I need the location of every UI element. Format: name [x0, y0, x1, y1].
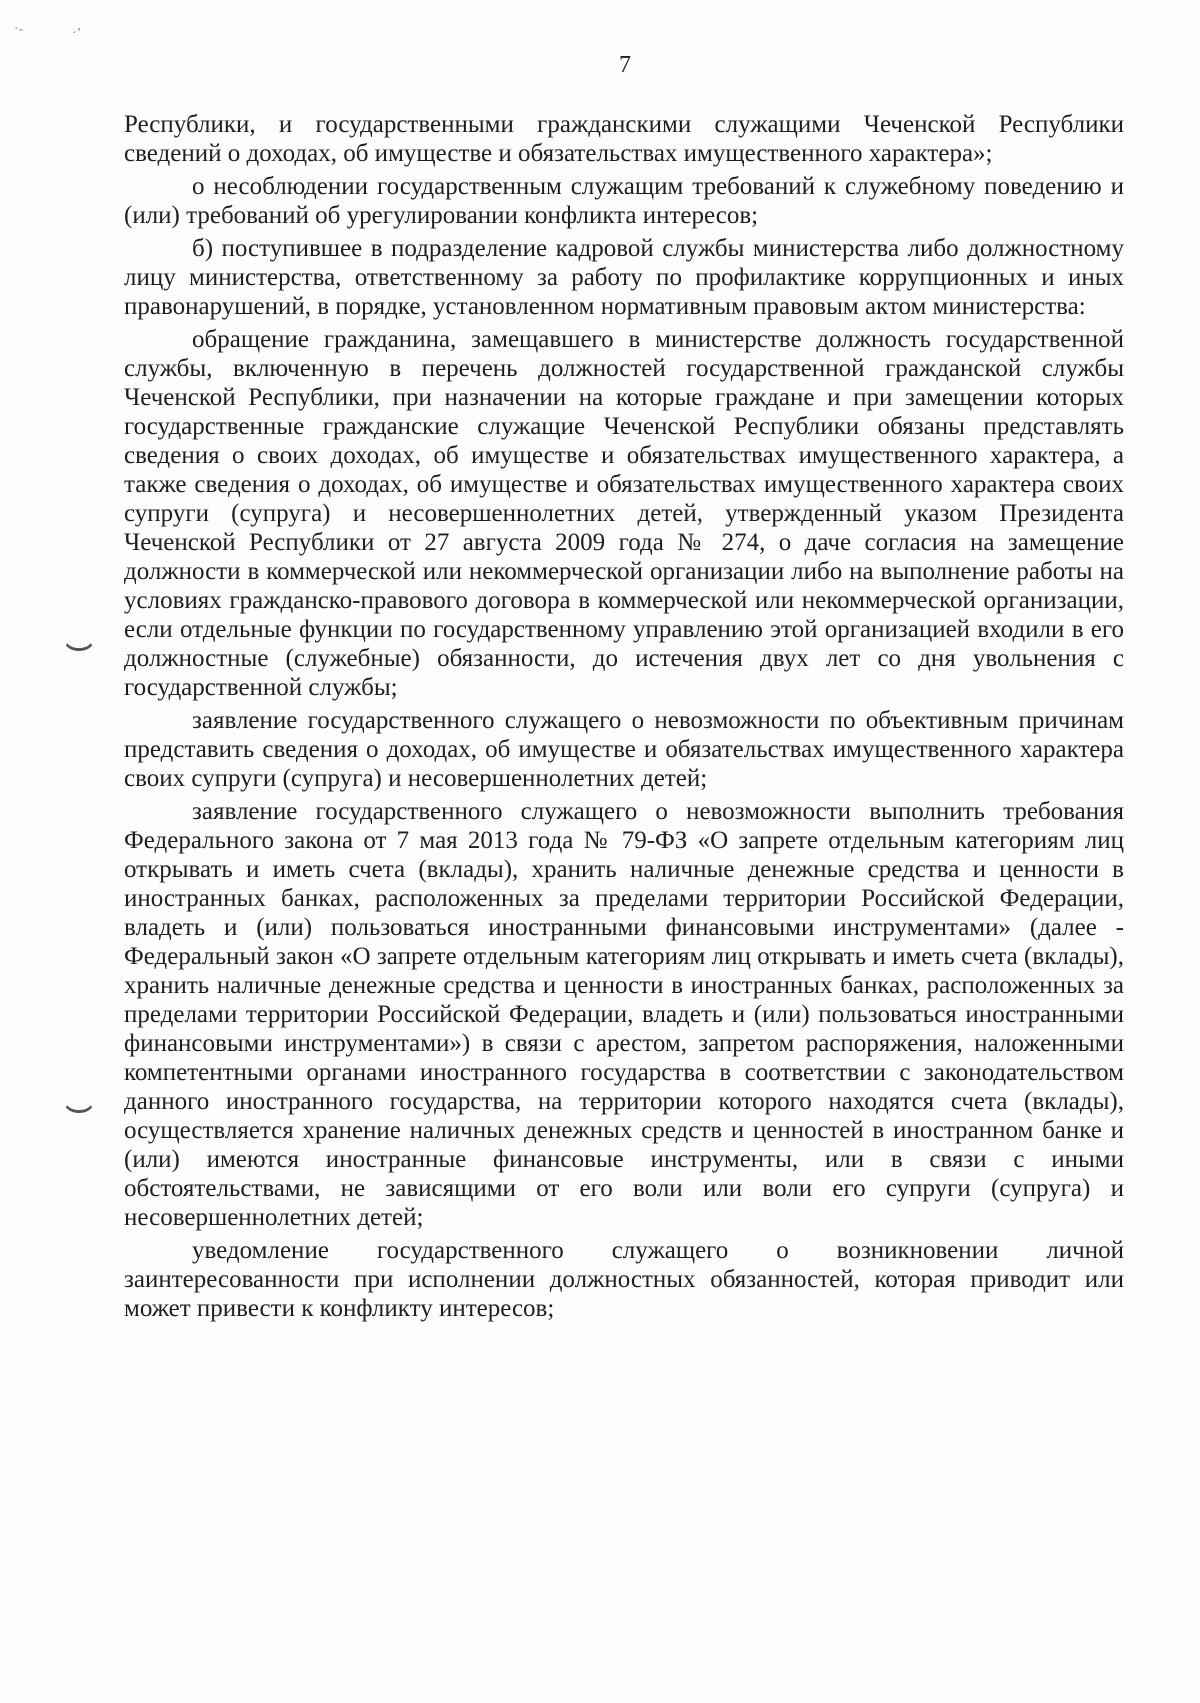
paragraph-statement-foreign-accounts: заявление государственного служащего о невозможности выполнить требования Федерального закона от 7 мая 2013 года № 79-ФЗ «О запрете отдельным категориям лиц открывать и иметь счета (вклады), хранить наличные денежные средства и ценности в иностранных банках, расположенных за пределами территории Российской Федерации, владеть и (или) пользоваться иностранными финансовыми инструментами» (далее - Федеральный закон «О запрете отдельным категориям лиц открывать и иметь счета (вклады), хранить наличные денежные средства и ценности в иностранных банках, расположенных за пределами территории Российской Федерации, владеть и (или) пользоваться иностранными финансовыми инструментами») в связи с арестом, запретом распоряжения, наложенными компетентными органами иностранного государства в соответствии с законодательством данного иностранного государства, на территории которого находятся счета (вклады), осуществляется хранение наличных денежных средств и ценностей в иностранном банке и (или) имеются иностранные финансовые инструменты, или в связи с иными обстоятельствами, не зависящими от его воли или воли его супруги (супруга) и несовершеннолетних детей;	[124, 798, 1124, 1231]
paragraph-notification-conflict: уведомление государственного служащего о возникновении личной заинтересованности при исполнении должностных обязанностей, которая приводит или может привести к конфликту интересов;	[124, 1237, 1124, 1322]
paragraph-citizen-appeal: обращение гражданина, замещавшего в министерстве должность государственной службы, включенную в перечень должностей государственной гражданской службы Чеченской Республики, при назначении на которые граждане и при замещении которых государственные гражданские служащие Чеченской Республики обязаны представлять сведения о своих доходах, об имуществе и обязательствах имущественного характера, а также сведения о доходах, об имуществе и обязательствах имущественного характера своих супруги (супруга) и несовершеннолетних детей, утвержденный указом Президента Чеченской Республики от 27 августа 2009 года № 274, о даче согласия на замещение должности в коммерческой или некоммерческой организации либо на выполнение работы на условиях гражданско-правового договора в коммерческой или некоммерческой организации, если отдельные функции по государственному управлению этой организацией входили в его должностные (служебные) обязанности, до истечения двух лет со дня увольнения с государственной службы;	[124, 326, 1124, 701]
paragraph-item-b: б) поступившее в подразделение кадровой службы министерства либо должностному лицу министерства, ответственному за работу по профилактике коррупционных и иных правонарушений, в порядке, установленном нормативным правовым актом министерства:	[124, 235, 1124, 320]
punch-hole-mark	[62, 1094, 96, 1113]
document-body	[124, 110, 1124, 1327]
paragraph-noncompliance: о несоблюдении государственным служащим требований к служебному поведению и (или) требований об урегулировании конфликта интересов;	[124, 173, 1124, 229]
paragraph-continuation: Республики, и государственными гражданскими служащими Чеченской Республики сведений о доходах, об имуществе и обязательствах имущественного характера»;	[124, 111, 1124, 167]
paragraph-statement-income: заявление государственного служащего о невозможности по объективным причинам представить сведения о доходах, об имуществе и обязательствах имущественного характера своих супруги (супруга) и несовершеннолетних детей;	[124, 707, 1124, 792]
page-number: 7	[619, 52, 631, 78]
scan-speck: ·ʼ	[72, 26, 82, 41]
punch-hole-mark	[62, 632, 96, 651]
scan-speck: ·‐	[14, 22, 24, 37]
